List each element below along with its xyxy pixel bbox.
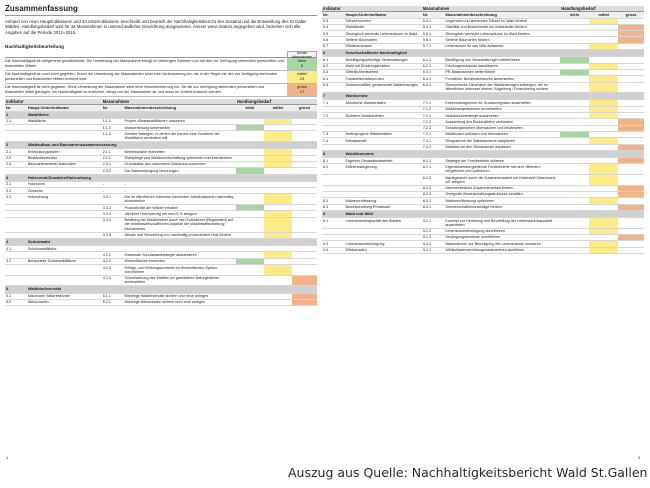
need-cell-green xyxy=(560,175,589,186)
need-cell-yellow xyxy=(589,82,618,93)
indicator-number xyxy=(322,175,345,186)
need-cell-orange xyxy=(292,275,317,286)
need-cell-orange xyxy=(292,217,317,232)
measure-number: 1.1.1 xyxy=(102,118,124,124)
measure-description: Kantonale Schutzwaldstrategie aktualisieren xyxy=(124,252,236,258)
section-row xyxy=(5,174,317,181)
measure-description: Waldbau an den Klimawandel anpassen xyxy=(444,144,560,150)
measure-description: Strategie der Forstbetriebe initiieren xyxy=(444,158,560,164)
need-cell-yellow xyxy=(589,218,618,229)
indicator-name xyxy=(27,131,102,142)
indicator-number: 7.2 xyxy=(322,113,345,119)
section-title: Holzvorrat/Zuwachs/Holznutzung xyxy=(27,174,317,181)
measure-number: 9.1.1 xyxy=(422,218,445,229)
legend-row xyxy=(5,84,317,97)
measure-description: Bewilligung von Veranstaltungen weiterführen xyxy=(444,57,560,63)
need-cell-yellow xyxy=(589,164,618,175)
measure-description: - xyxy=(124,188,236,194)
measure-description: Absatz und Verwertung von nachhaltig produziertem Holz fördern xyxy=(124,232,236,238)
measure-description: Weiserflächen einrichten xyxy=(124,258,236,264)
section-number: 1 xyxy=(5,111,27,118)
measure-number: 3.3.5 xyxy=(102,232,124,238)
indicator-number: 6.3 xyxy=(322,69,345,75)
need-cell-green xyxy=(236,194,264,205)
indicator-number: 3.3 xyxy=(5,194,27,205)
measure-number: 4.2.4 xyxy=(102,275,124,286)
indicator-name xyxy=(27,217,102,232)
legend-count: 23 xyxy=(299,75,305,81)
indicator-number: 5.6 xyxy=(322,37,345,43)
col-need-level: mittel xyxy=(264,105,292,111)
indicator-header: Indikator xyxy=(322,6,422,12)
table-row xyxy=(5,194,317,205)
measure-description: Betriebspläne erarbeiten xyxy=(124,149,236,155)
col-need-level: klein xyxy=(236,105,264,111)
section-number: 5 xyxy=(5,286,27,293)
measure-number: 8.2.3 xyxy=(422,185,445,191)
measure-description: Gemeinschaftsholzschläge fördern xyxy=(444,204,560,210)
table-row xyxy=(5,299,317,305)
need-cell-orange xyxy=(618,82,644,93)
indicator-name: Entwicklungsstufen xyxy=(27,149,102,155)
measure-description: Projekt «Baslawaldfläche» umsetzen xyxy=(124,118,236,124)
measure-number: 6.1.1 xyxy=(422,57,445,63)
indicator-name: Ökologisch wertvolle Lebensräume im Wald xyxy=(345,31,422,37)
measure-description: Waldbrandprävention sicherstellen xyxy=(444,106,560,112)
legend xyxy=(5,57,317,97)
indicator-number: 2.3 xyxy=(5,161,27,167)
indicator-name: Altholzinseln xyxy=(27,299,102,305)
col-indicator: Haupt-/Unterindikator xyxy=(27,105,102,111)
table-row xyxy=(322,164,644,175)
measure-description: Überbetriebliche Zusammenarbeit fördern xyxy=(444,185,560,191)
section-row xyxy=(5,286,317,293)
indicator-number: 5.5 xyxy=(322,31,345,37)
measure-description: Gebiete festlegen, in denen der Kanton eine Zunahme der Waldfläche verhindern will xyxy=(124,131,236,142)
indicator-number: 6.4 xyxy=(322,76,345,82)
indicator-name: Waldränder xyxy=(345,24,422,30)
measure-number: 9.1.2 xyxy=(422,228,445,234)
need-cell-green xyxy=(236,275,264,286)
section-title: Waldbiodiversität xyxy=(27,286,317,293)
measure-description: Produktivität der Wälder erhalten xyxy=(124,205,236,211)
need-cell-yellow xyxy=(264,299,292,305)
measure-number: 3.3.3 xyxy=(102,211,124,217)
col-need-level: mittel xyxy=(589,12,618,18)
measure-number: 9.1.3 xyxy=(422,234,445,240)
indicator-name: Gesellschaftlich gewünschte Waldleistungen xyxy=(345,82,422,93)
measure-number: 5.7.1 xyxy=(422,43,445,49)
measure-description: - xyxy=(124,181,236,187)
measure-number: 7.3.1 xyxy=(422,131,445,137)
indicator-number: 6.5 xyxy=(322,82,345,93)
measure-description: Ökogramme der Waldstandorte adaptieren xyxy=(444,138,560,144)
indicator-number: 4.2 xyxy=(5,258,27,264)
measure-number: 5.2.1 xyxy=(102,299,124,305)
section-number: 7 xyxy=(322,93,345,100)
table-row xyxy=(322,218,644,229)
section-title: Waldschutz xyxy=(345,93,644,100)
measures-table-right xyxy=(322,6,644,254)
section-row xyxy=(5,142,317,149)
measure-description: Seltene Baumarten fördern xyxy=(444,37,560,43)
measure-description: Ökonomische Dimension der Waldleistungen aufzeigen, die im öffentlichen Interesse stehen; Abgeltung / Finanzierung sichern xyxy=(444,82,560,93)
section-number: 6 xyxy=(322,50,345,57)
measures-header: Massnahmen xyxy=(422,6,560,12)
indicator-number: 5.7 xyxy=(322,43,345,49)
indicator-number xyxy=(5,217,27,232)
measure-description: Waldboden schützen und überwachen xyxy=(444,131,560,137)
section-row xyxy=(322,150,644,157)
legend-row xyxy=(5,71,317,84)
indicator-name: Öffentlichkeitsarbeit xyxy=(345,69,422,75)
indicator-number: 5.2 xyxy=(5,299,27,305)
indicator-number: 8.2 xyxy=(322,164,345,175)
indicator-name: Behandelte Schutzwaldfläche xyxy=(27,258,102,264)
measure-description: Geeignete Bewirtschaftungsstrukturen schaffen xyxy=(444,191,560,197)
need-cell-orange xyxy=(618,175,644,186)
need-cell-yellow xyxy=(264,217,292,232)
section-row xyxy=(322,93,644,100)
indicator-name: Bestandesstruktur xyxy=(27,155,102,161)
need-cell-green xyxy=(236,131,264,142)
measure-number: 3.3.2 xyxy=(102,205,124,211)
section-row xyxy=(5,238,317,245)
col-nr: Nr. xyxy=(5,105,27,111)
need-cell-green xyxy=(236,217,264,232)
legend-count-cell xyxy=(287,84,317,96)
indicator-number: 1.1 xyxy=(5,118,27,124)
table-row xyxy=(5,265,317,276)
col-need-level: gross xyxy=(618,12,644,18)
measure-number: 8.1.1 xyxy=(422,158,445,164)
indicator-header: Indikator xyxy=(5,99,102,105)
indicator-name: Ergebnis Gesamtforstbetrieb xyxy=(345,158,422,164)
need-cell-yellow xyxy=(589,247,618,253)
table-row xyxy=(5,217,317,232)
measure-number: 7.2.1 xyxy=(422,113,445,119)
measure-description: Erfolgs- und Wirkungskontrolle im Weiserflächen-System durchführen xyxy=(124,265,236,276)
legend-count-cell xyxy=(287,58,317,70)
measure-number: 8.2.4 xyxy=(422,191,445,197)
need-cell-orange xyxy=(292,299,317,305)
need-cell-orange xyxy=(292,131,317,142)
measure-description: Schutzwirkung des Waldes vor gravitativen Naturgefahren sicherstellen xyxy=(124,275,236,286)
section-title: Waldaufbau und Baumartenzusammensetzung xyxy=(27,142,317,149)
need-header: Handlungsbedarf xyxy=(560,6,644,12)
legend-count-cell xyxy=(287,71,317,83)
measure-number: 7.2.3 xyxy=(422,125,445,131)
indicator-number: 8.1 xyxy=(322,158,345,164)
measures-header: Massnahmen xyxy=(102,99,236,105)
section-title: Gesellschaftliche Nachhaltigkeit xyxy=(345,50,644,57)
measure-description: - xyxy=(124,246,236,252)
indicator-number: 3.1 xyxy=(5,181,27,187)
measure-description: Grundsätze des naturnahen Waldbaus anwenden xyxy=(124,161,236,167)
indicator-number: 7.4 xyxy=(322,138,345,144)
measure-number: 6.5.1 xyxy=(422,82,445,93)
indicator-number: 9.4 xyxy=(322,247,345,253)
indicator-name xyxy=(27,265,102,276)
section-number: 2 xyxy=(5,142,27,149)
section-number: 4 xyxy=(5,238,27,245)
measure-number: 5.1.1 xyxy=(102,293,124,299)
measure-description: Verjüngungskontrolle durchführen xyxy=(444,234,560,240)
indicator-name: Abiotische Waldschäden xyxy=(345,100,422,106)
indicator-name: Klimawandel xyxy=(345,138,422,144)
indicator-number xyxy=(5,265,27,276)
section-title: Waldökonomie xyxy=(345,150,644,157)
col-nr: Nr. xyxy=(322,12,345,18)
source-caption: Auszug aus Quelle: Nachhaltigkeitsbericht Wald St.Gallen xyxy=(288,465,648,480)
indicator-name: Effizienzsteigerung xyxy=(345,164,422,175)
indicator-name: Seltene Baumarten xyxy=(345,37,422,43)
indicator-number: 2.2 xyxy=(5,155,27,161)
section-title: Waldfläche xyxy=(27,111,317,118)
measure-description: Schadorganismen überwachen und bekämpfen xyxy=(444,125,560,131)
measure-description: Ausbreitung des Borkenkäfers verhindern xyxy=(444,119,560,125)
measure-number: 4.2.3 xyxy=(102,265,124,276)
indicator-name: Wildlebensraum xyxy=(345,43,422,49)
col-measure-desc: Massnahmenbeschreibung xyxy=(444,12,560,18)
indicator-number: 8.3 xyxy=(322,198,345,204)
measures-table-left xyxy=(5,99,317,306)
indicator-name: Bewilligungspflichtige Veranstaltungen xyxy=(345,57,422,63)
measure-description: Massnahmen zur Beruhigung des Lebensraums umsetzen xyxy=(444,241,560,247)
indicator-number: 5.3 xyxy=(322,18,345,24)
indicator-name: Holznutzung xyxy=(27,194,102,205)
measure-number: 1.1.2 xyxy=(102,125,124,131)
right-page xyxy=(322,0,644,462)
legend-text: Die Nachhaltigkeit ist weitgehend gewährleistet. Die Umsetzung der Massnahme erfolgt im bisherigen Rahmen und mit den zur Verfügung stehenden personellen und finanziellen Mitteln. xyxy=(5,59,284,68)
measure-number: 2.1.1 xyxy=(102,149,124,155)
measure-number: - xyxy=(102,246,124,252)
indicator-number: 9.1 xyxy=(322,218,345,229)
measure-description: PR-Massnahmen weiterführen xyxy=(444,69,560,75)
page-number-right: 5 xyxy=(638,455,641,460)
need-cell-yellow xyxy=(589,175,618,186)
measure-description: Krisenmanagement für Grossereignisse ausarbeiten xyxy=(444,100,560,106)
measure-number: 6.2.1 xyxy=(422,63,445,69)
legend-header-label: Anzahl Massnahmen xyxy=(287,51,317,57)
indicator-number: 6.1 xyxy=(322,57,345,63)
need-cell-yellow xyxy=(264,131,292,142)
measure-number: 6.3.1 xyxy=(422,69,445,75)
col-need-level: gross xyxy=(292,105,317,111)
legend-label: klein xyxy=(297,58,307,63)
indicator-number: 4.1 xyxy=(5,246,27,252)
measure-description: Stabilität und Biodiversität der Waldränder fördern xyxy=(444,24,560,30)
indicator-number: 3.2 xyxy=(5,188,27,194)
section-number: 3 xyxy=(5,174,27,181)
measure-number: 5.6.1 xyxy=(422,37,445,43)
measure-number: 5.3.1 xyxy=(422,18,445,24)
need-cell-green xyxy=(236,265,264,276)
measure-number: 3.3.4 xyxy=(102,217,124,232)
need-cell-orange xyxy=(292,265,317,276)
table-row xyxy=(322,175,644,186)
need-cell-green xyxy=(560,82,589,93)
section-title: Wald und Wild xyxy=(345,210,644,217)
indicator-number: 6.2 xyxy=(322,63,345,69)
need-header: Handlungsbedarf xyxy=(236,99,317,105)
measure-description: Jährliche Holznutzung um rund 5 % steigern xyxy=(124,211,236,217)
indicator-number xyxy=(5,131,27,142)
col-measure-nr: Nr. xyxy=(422,12,445,18)
indicator-number: 8.4 xyxy=(322,204,345,210)
measure-number: 7.2.2 xyxy=(422,119,445,125)
measure-description: Erholungsnutzende kanalisieren xyxy=(444,63,560,69)
indicator-number: 5.1 xyxy=(5,293,27,299)
measure-number: 5.4.1 xyxy=(422,24,445,30)
section-title: Schutzwald xyxy=(27,238,317,245)
measure-description: Beratung der Waldbesitzer durch den Forstdienst (Regionalen) auf die betriebswirtschaftlichen Aspekte der Waldbewirtschaftung intensivieren xyxy=(124,217,236,232)
measure-number: 1.1.3 xyxy=(102,131,124,142)
left-page xyxy=(5,0,317,462)
need-cell-green xyxy=(236,299,264,305)
legend-count: 5 xyxy=(300,62,304,68)
measure-description: Bisherige Waldreservate sichern und neue anlegen xyxy=(124,293,236,299)
indicator-name: Bewirtschaftung Privatwald xyxy=(345,204,422,210)
measure-description: Lebensraum für das Wild aufwerten xyxy=(444,43,560,49)
measure-number: 8.4.1 xyxy=(422,204,445,210)
need-cell-orange xyxy=(292,194,317,205)
indicator-name: Forstwirtschaftsberufen xyxy=(345,76,422,82)
table-row xyxy=(5,275,317,286)
measure-description: Walderschliessung optimieren xyxy=(444,198,560,204)
indicator-number: 9.3 xyxy=(322,241,345,247)
measure-description: Ökologisch wertvolle Lebensräume im Wald fördern xyxy=(444,31,560,37)
need-cell-yellow xyxy=(264,265,292,276)
indicator-name: Lebensraumkapazität des Waldes xyxy=(345,218,422,229)
measure-number: - xyxy=(102,188,124,194)
col-measure-desc: Massnahmenbeschreibung xyxy=(124,105,236,111)
legend-text: Die Nachhaltigkeit ist noch nicht gegeben. Durch die Umsetzung der Massnahmen setzt eine Verbesserung ein, die in der Regel mit den zur Verfügung stehenden personellen und finanziellen Mitteln erreicht wird. xyxy=(5,72,278,81)
measure-description: Waldverteilung sicherstellen xyxy=(124,125,236,131)
measure-number: - xyxy=(102,181,124,187)
indicator-number xyxy=(5,275,27,286)
need-cell-green xyxy=(560,164,589,175)
measure-number: 7.1.1 xyxy=(422,100,445,106)
indicator-name: Anthropogene Waldschäden xyxy=(345,131,422,137)
measure-number: 7.4.1 xyxy=(422,138,445,144)
measure-description: Eigentümerübergreifende Forstbetriebe mit dem «Betrieb» vergleichen und optimieren xyxy=(444,164,560,175)
indicator-number: 2.1 xyxy=(5,149,27,155)
indicator-name: Zuwachs xyxy=(27,188,102,194)
measure-number: 7.4.2 xyxy=(422,144,445,150)
measure-description: Liegendes und stehendes Totholz im Wald fördern xyxy=(444,18,560,24)
indicator-name: Totholzvolumen xyxy=(345,18,422,24)
table-row xyxy=(322,82,644,93)
section-number: 8 xyxy=(322,150,345,157)
title-rule xyxy=(5,15,317,16)
measure-number: 4.2.2 xyxy=(102,258,124,264)
col-indicator: Haupt-/Unterindikator xyxy=(345,12,422,18)
measure-number: 8.2.2 xyxy=(422,175,445,186)
measure-description: Die Naturverjüngung bevorzugen xyxy=(124,168,236,174)
page-number-left: 4 xyxy=(6,455,9,460)
legend-label: mittel xyxy=(297,71,307,76)
measure-number: 2.3.1 xyxy=(102,161,124,167)
indicator-name: Wald mit Erholungsfunktion xyxy=(345,63,422,69)
intro-paragraph: Anhand von neun Hauptindikatoren und 32 Unterindikatoren beschreibt und beurteilt der Nachhaltigkeitsbericht den Zustand und die Entwicklung des St.Galler Waldes. Handlungsbedarf wird für 48 Massnahmen in unterschiedlicher Gewichtung ausgewiesen. Ausser wenn anders angegeben wird, beziehen sich alle Angaben auf die Periode 2012–2015. xyxy=(5,19,307,35)
measure-number: 4.2.1 xyxy=(102,252,124,258)
indicator-name: Walderschliessung xyxy=(345,198,422,204)
measure-description: Waldpflege und Waldbewirtschaftung optimieren und intensivieren xyxy=(124,155,236,161)
indicator-name: Biotische Waldschäden xyxy=(345,113,422,119)
indicator-name: Holzvorrat xyxy=(27,181,102,187)
measure-number: 6.4.1 xyxy=(422,76,445,82)
need-cell-green xyxy=(560,247,589,253)
indicator-number: 5.4 xyxy=(322,24,345,30)
indicator-name: Wildschaden xyxy=(345,247,422,253)
col-need-level: klein xyxy=(560,12,589,18)
table-row xyxy=(5,131,317,142)
legend-count: 17 xyxy=(299,88,305,94)
legend-row xyxy=(5,58,317,71)
indicator-number: 7.3 xyxy=(322,131,345,137)
col-measure-nr: Nr. xyxy=(102,105,124,111)
measure-description: Bisherige Altholzinseln sichern und neue anlegen xyxy=(124,299,236,305)
table-row xyxy=(322,247,644,253)
measure-description: Waldschutzstrategie ausarbeiten xyxy=(444,113,560,119)
measure-number: 8.3.1 xyxy=(422,198,445,204)
indicator-name xyxy=(27,275,102,286)
measure-description: Die im öffentlichen Interesse stehenden Waldfunktionen nachhaltig sicherstellen xyxy=(124,194,236,205)
measure-number: 2.3.2 xyxy=(102,168,124,174)
legend-label: gross xyxy=(297,84,307,89)
page-title: Zusammenfassung xyxy=(5,4,78,13)
measure-number: 8.2.1 xyxy=(422,164,445,175)
need-cell-yellow xyxy=(264,194,292,205)
indicator-name: Schutzwaldfläche xyxy=(27,246,102,252)
need-cell-yellow xyxy=(264,275,292,286)
need-cell-orange xyxy=(618,247,644,253)
measure-number: 2.2.1 xyxy=(102,155,124,161)
measure-number: 7.1.2 xyxy=(422,106,445,112)
measure-number: 9.4.1 xyxy=(422,247,445,253)
indicator-name: Waldfläche xyxy=(27,118,102,124)
measure-description: Konzept zur Herleitung und Beurteilung der Lebensraumkapazität ausarbeiten xyxy=(444,218,560,229)
indicator-name: Naturnahe Waldreservate xyxy=(27,293,102,299)
measure-number: 5.5.1 xyxy=(422,31,445,37)
indicator-number: 7.1 xyxy=(322,100,345,106)
indicator-name: Lebensraumberuhigung xyxy=(345,241,422,247)
indicator-name xyxy=(345,175,422,186)
need-cell-orange xyxy=(618,164,644,175)
measure-number: 9.3.2 xyxy=(422,241,445,247)
legend-title: Nachhaltigkeitsbeurteilung xyxy=(5,44,64,49)
section-number: 9 xyxy=(322,210,345,217)
measure-number: 3.3.1 xyxy=(102,194,124,205)
need-cell-green xyxy=(560,218,589,229)
section-row xyxy=(322,210,644,217)
measure-description: Wildschadenverhütungsmassnahmen ausführen xyxy=(444,247,560,253)
measure-description: Lebensraumberuhigung durchführen xyxy=(444,228,560,234)
legend-text: Die Nachhaltigkeit ist nicht gegeben. Ohne Umsetzung der Massnahme setzt eine Verschlechterung ein. Ob die zur Verfügung stehenden personellen und finanziellen Mittel genügen, um Nachhaltigkeit zu erreichen, hängt von der Massnahme ab und muss im Vorfeld evaluiert werden. xyxy=(5,85,264,94)
indicator-name: Baumartenanteile/ Naturnähe xyxy=(27,161,102,167)
measure-description: Marktgewicht durch die Zusammenarbeit mit Holzmarkt Ostschweiz AG steigern xyxy=(444,175,560,186)
section-row xyxy=(322,50,644,57)
section-row xyxy=(5,111,317,118)
need-cell-orange xyxy=(618,218,644,229)
measure-description: Forstlicher Berufsnachwuchs sicherstellen xyxy=(444,76,560,82)
